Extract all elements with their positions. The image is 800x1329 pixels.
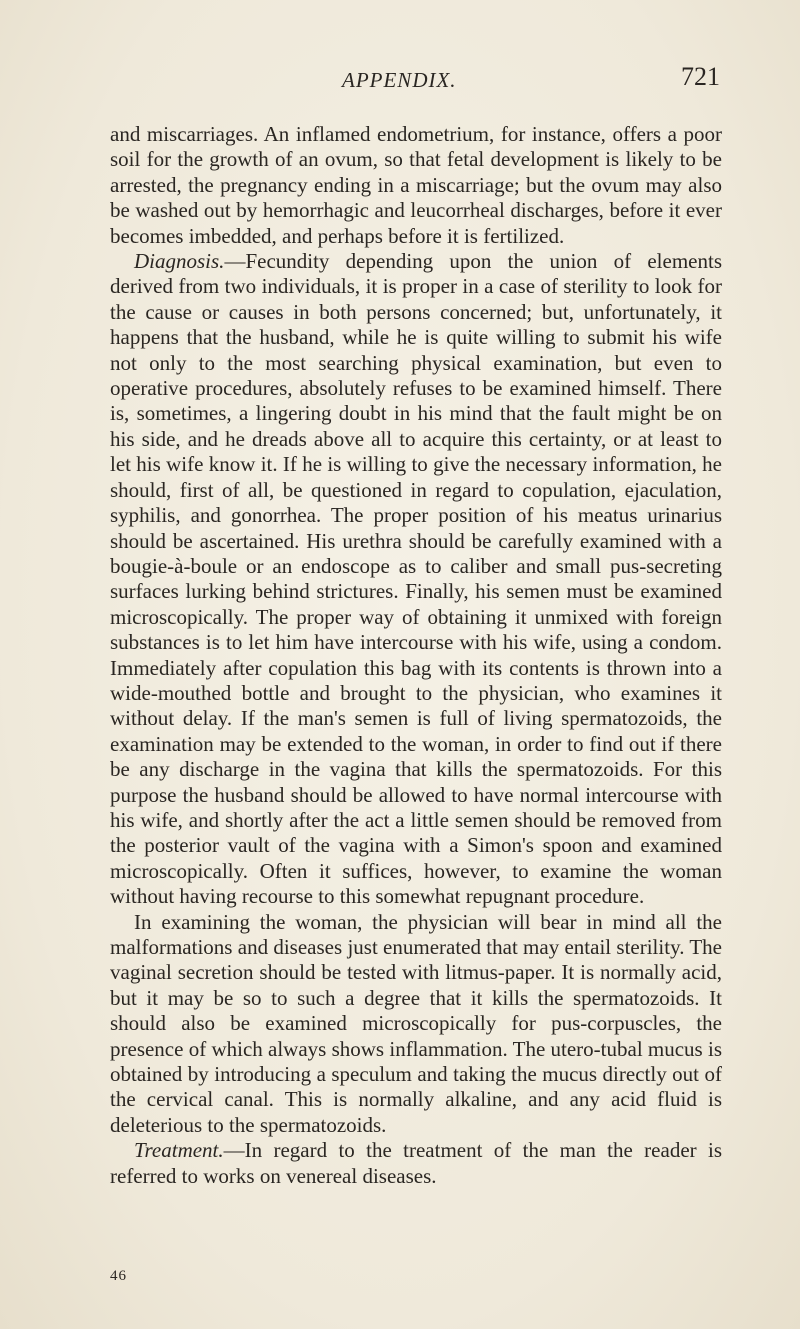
paragraph-examining-woman bbox=[110, 910, 722, 1139]
body-text bbox=[110, 122, 722, 1189]
running-head: APPENDIX. bbox=[342, 68, 457, 92]
paragraph-text: and miscarriages. An inflamed endometrium, for instance, offers a poor soil for the growth of an ovum, so that fetal development is likely to be arrested, the pregnancy ending in a miscarriage; but the ovum may also be washed out by hemorrhagic and leucorrheal discharges, before it ever becomes imbedded, and perhaps before it is fertilized. bbox=[110, 122, 722, 248]
signature-mark: 46 bbox=[110, 1268, 127, 1284]
paragraph-treatment bbox=[110, 1138, 722, 1189]
paragraph-text: —In regard to the treatment of the man the reader is referred to works on venereal diseases. bbox=[110, 1138, 722, 1188]
section-heading-treatment: Treatment. bbox=[134, 1138, 224, 1163]
paragraph-miscarriages bbox=[110, 122, 722, 249]
paragraph-text: —Fecundity depending upon the union of elements derived from two individuals, it is proper in a case of sterility to look for the cause or causes in both persons concerned; but, unfortunately, it happens that the husband, while he is quite willing to submit his wife not only to the most searching physical examination, but even to operative procedures, absolutely refuses to be examined himself. There is, sometimes, a lingering doubt in his mind that the fault might be on his side, and he dreads above all to acquire this certainty, or at least to let his wife know it. If he is willing to give the necessary information, he should, first of all, be questioned in regard to copulation, ejaculation, syphilis, and gonorrhea. The proper position of his meatus urinarius should be ascertained. His urethra should be carefully examined with a bougie-à-boule or an endoscope as to caliber and small pus-secreting surfaces lurking behind strictures. Finally, his semen must be examined microscopically. The proper way of obtaining it unmixed with foreign substances is to let him have intercourse with his wife, using a condom. Immediately after copulation this bag with its contents is thrown into a wide-mouthed bottle and brought to the physician, who examines it without delay. If the man's semen is full of living spermatozoids, the examination may be extended to the woman, in order to find out if there be any discharge in the vagina that kills the spermatozoids. For this purpose the husband should be allowed to have normal intercourse with his wife, and shortly after the act a little semen should be removed from the posterior vault of the vagina with a Simon's spoon and examined microscopically. Often it suffices, however, to examine the woman without having recourse to this somewhat repugnant procedure. bbox=[110, 249, 722, 909]
section-heading-diagnosis: Diagnosis. bbox=[134, 249, 225, 274]
paragraph-diagnosis bbox=[110, 249, 722, 910]
paragraph-text: In examining the woman, the physician will bear in mind all the malformations and diseases just enumerated that may entail sterility. The vaginal secretion should be tested with litmus-paper. It is normally acid, but it may be so to such a degree that it kills the spermatozoids. It should also be examined microscopically for pus-corpuscles, the presence of which always shows inflammation. The utero-tubal mucus is obtained by introducing a speculum and taking the mucus directly out of the cervical canal. This is normally alkaline, and any acid fluid is deleterious to the spermatozoids. bbox=[110, 909, 722, 1137]
page-header bbox=[110, 62, 720, 102]
page-number: 721 bbox=[681, 62, 720, 91]
